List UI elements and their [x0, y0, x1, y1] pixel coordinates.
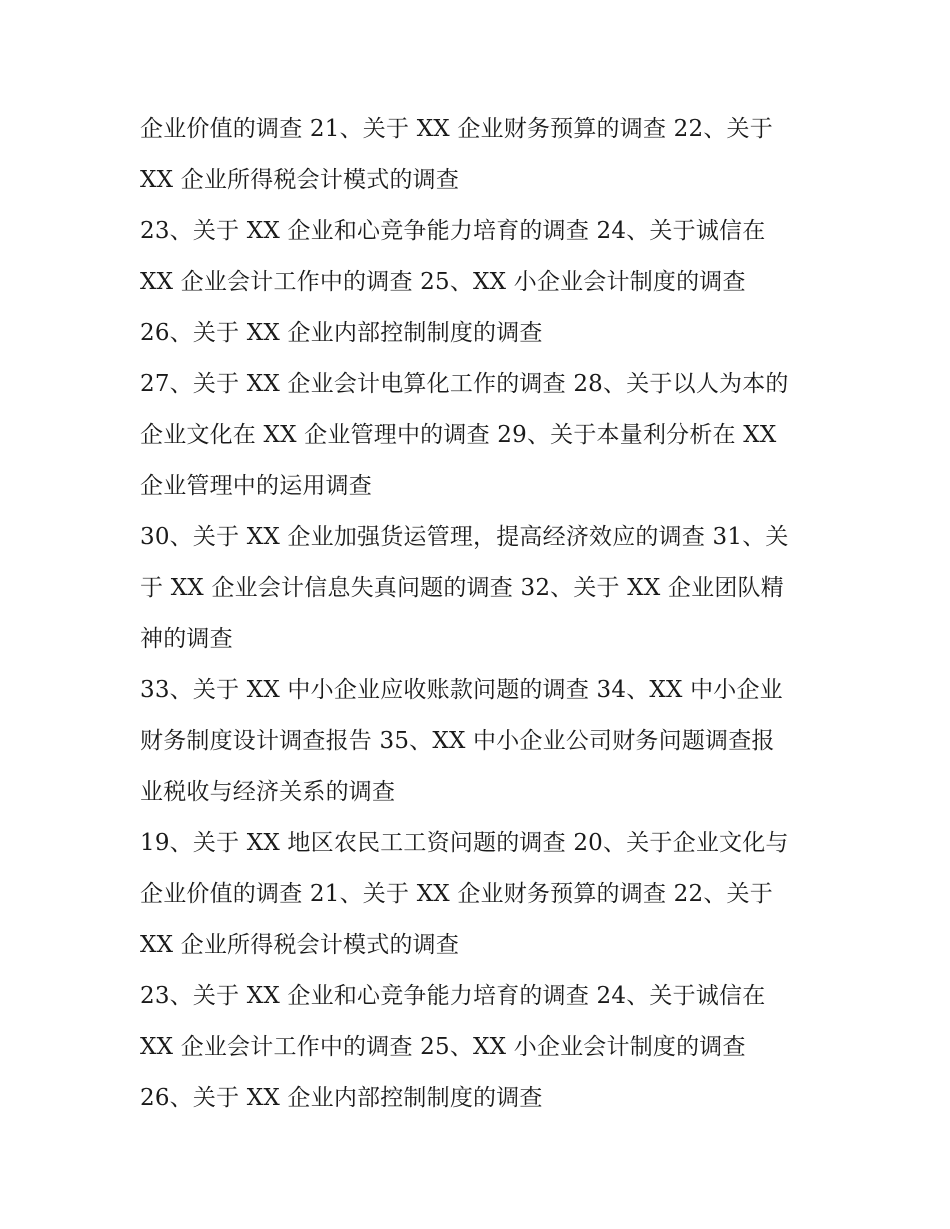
- text-line: XX 企业所得税会计模式的调查: [140, 932, 460, 958]
- text-line: XX 企业会计工作中的调查 25、XX 小企业会计制度的调查: [140, 269, 746, 295]
- text-line: 19、关于 XX 地区农民工工资问题的调查 20、关于企业文化与: [140, 830, 789, 856]
- text-line: 27、关于 XX 企业会计电算化工作的调查 28、关于以人为本的: [140, 371, 789, 397]
- document-body: [140, 104, 820, 1124]
- text-line: 企业价值的调查 21、关于 XX 企业财务预算的调查 22、关于: [140, 116, 773, 142]
- text-line: 企业价值的调查 21、关于 XX 企业财务预算的调查 22、关于: [140, 881, 773, 907]
- text-line: 于 XX 企业会计信息失真问题的调查 32、关于 XX 企业团队精: [140, 575, 784, 601]
- text-line: 财务制度设计调查报告 35、XX 中小企业公司财务问题调查报: [140, 728, 775, 754]
- text-line: XX 企业所得税会计模式的调查: [140, 167, 460, 193]
- text-line: 30、关于 XX 企业加强货运管理，提高经济效应的调查 31、关: [140, 524, 789, 550]
- text-line: 业税收与经济关系的调查: [140, 779, 396, 805]
- text-line: 企业文化在 XX 企业管理中的调查 29、关于本量利分析在 XX: [140, 422, 777, 448]
- text-line: 神的调查: [140, 626, 233, 652]
- text-line: 26、关于 XX 企业内部控制制度的调查: [140, 1085, 543, 1111]
- text-line: 33、关于 XX 中小企业应收账款问题的调查 34、XX 中小企业: [140, 677, 783, 703]
- text-line: XX 企业会计工作中的调查 25、XX 小企业会计制度的调查: [140, 1034, 746, 1060]
- text-line: 23、关于 XX 企业和心竞争能力培育的调查 24、关于诚信在: [140, 218, 766, 244]
- text-line: 企业管理中的运用调查: [140, 473, 372, 499]
- text-line: 26、关于 XX 企业内部控制制度的调查: [140, 320, 543, 346]
- text-line: 23、关于 XX 企业和心竞争能力培育的调查 24、关于诚信在: [140, 983, 766, 1009]
